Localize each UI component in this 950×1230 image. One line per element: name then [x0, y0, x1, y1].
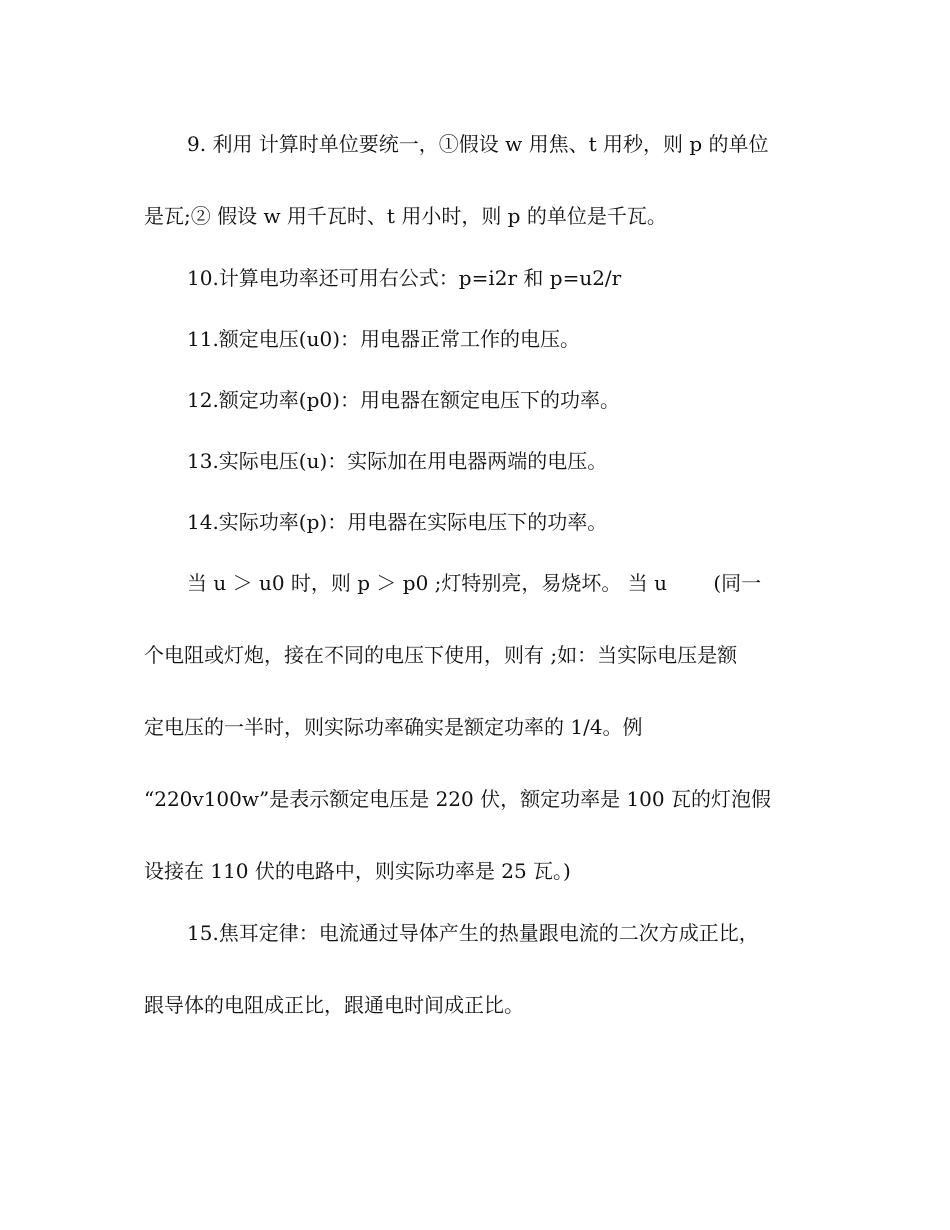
paragraph-15-line-2: 跟导体的电阻成正比，跟通电时间成正比。 — [144, 993, 524, 1017]
paragraph-note-line-4: “220v100w”是表示额定电压是 220 伏，额定功率是 100 瓦的灯泡假 — [144, 787, 771, 811]
paragraph-9-line-1: 9. 利用 计算时单位要统一，①假设 w 用焦、t 用秒，则 p 的单位 — [187, 132, 769, 156]
paragraph-note-line-2: 个电阻或灯炮，接在不同的电压下使用，则有 ;如：当实际电压是额 — [144, 643, 738, 667]
paragraph-15-line-1: 15.焦耳定律：电流通过导体产生的热量跟电流的二次方成正比， — [187, 921, 759, 945]
paragraph-9-line-2: 是瓦;② 假设 w 用千瓦时、t 用小时，则 p 的单位是千瓦。 — [144, 204, 667, 228]
paragraph-14: 14.实际功率(p)：用电器在实际电压下的功率。 — [187, 510, 608, 534]
paragraph-11: 11.额定电压(u0)：用电器正常工作的电压。 — [187, 327, 581, 351]
paragraph-note-line-1: 当 u ＞ u0 时，则 p ＞ p0 ;灯特别亮，易烧坏。 当 u (同一 — [187, 571, 762, 595]
paragraph-13: 13.实际电压(u)：实际加在用电器两端的电压。 — [187, 449, 608, 473]
paragraph-note-line-5: 设接在 110 伏的电路中，则实际功率是 25 瓦。) — [144, 859, 571, 883]
paragraph-10: 10.计算电功率还可用右公式：p=i2r 和 p=u2/r — [187, 266, 622, 290]
paragraph-12: 12.额定功率(p0)：用电器在额定电压下的功率。 — [187, 388, 620, 412]
paragraph-note-line-3: 定电压的一半时，则实际功率确实是额定功率的 1/4。例 — [144, 715, 643, 739]
